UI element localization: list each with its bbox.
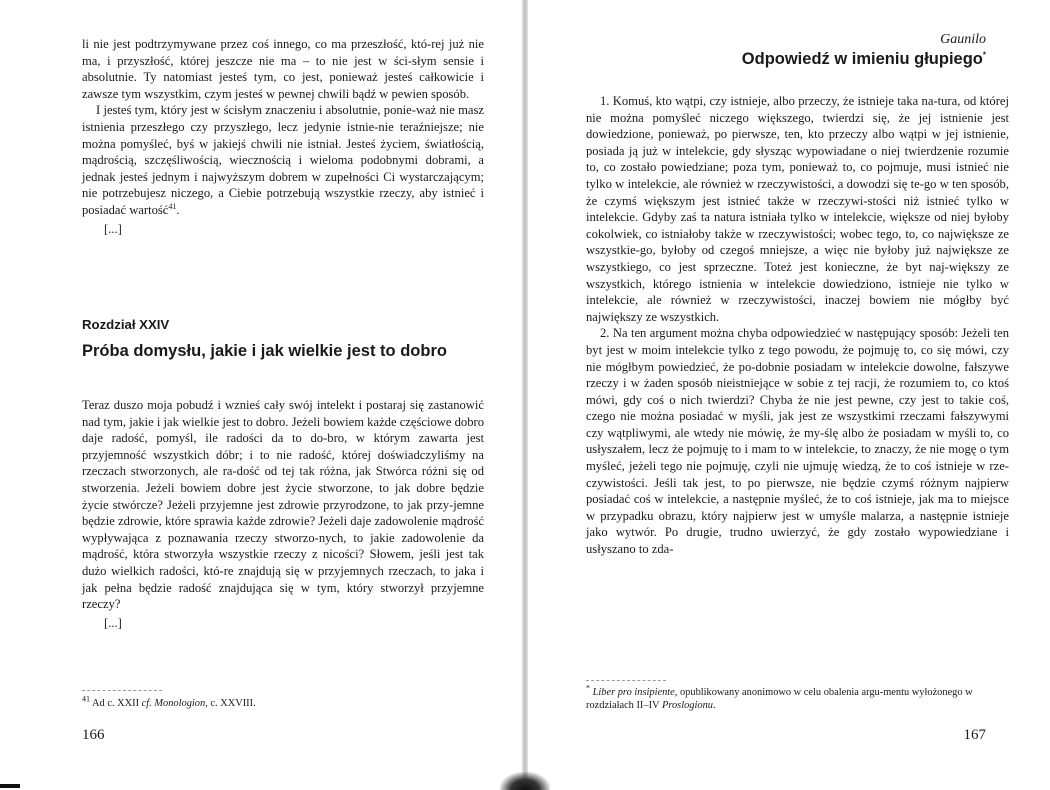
left-page bbox=[0, 0, 522, 790]
page-number-left: 166 bbox=[82, 727, 105, 743]
footnote-ref-41: 41 bbox=[168, 201, 177, 211]
ellipsis-omission: [...] bbox=[104, 221, 122, 236]
footnote-star-end: . bbox=[712, 700, 716, 711]
footnote-41 bbox=[82, 694, 484, 710]
footnote-star-text: , opublikowany anonimowo w celu obalenia argu-mentu wyłożonego w rozdziałach II–IV bbox=[586, 687, 973, 711]
footnote-separator-right bbox=[586, 680, 666, 681]
footnote-ref-title: Monologion bbox=[154, 698, 206, 709]
footnote-marker: 41 bbox=[82, 694, 90, 704]
right-paragraph-2: 2. Na ten argument można chyba odpowiedzieć w następujący sposób: Jeżeli ten byt jest w moim intelekcie tylko z tego powodu, że pojmuję to, co się mówi, czy nie mógłbym powiedzieć, że po-dobnie posiadam w intelekcie dowolne, fałszywe rzeczy i w żaden sposób nieistniejące w sobie z tej racji, że rozumiem to, co ktoś mówi, gdy coś o nich twierdzi? Chyba że nie jest pewne, czy jest to takie coś, czego nie można posiadać w myśli, jak jest ze wszystkimi rzeczami fałszywymi czy wątpliwymi, ale wtedy nie mówię, że my-ślę albo że posiadam w myśli to, co usłyszałem, lecz że pojmuję to i mam to w intelekcie, to znaczy, że nie mogę o tym myśleć, jeżeli tego nie pojmuję, czyli nie ujmuję wiedzą, że to coś istnieje w rze-czywistości. Jeśli tak jest, to po pierwsze, nie będzie czymś różnym najpierw posiadać coś w intelekcie, a następnie myśleć, że to coś istnieje, jak ma to miejsce w przypadku obrazu, który najpierw jest w umyśle malarza, a następnie istnieje jako wytwór. Po drugie, trudno uwierzyć, że gdy zostało wypowiedziane i usłyszano to zda- bbox=[586, 326, 1009, 557]
footnote-star-marker: * bbox=[586, 683, 590, 693]
left-paragraph-2-text: I jesteś tym, który jest w ścisłym znaczeniu i absolutnie, ponie-waż nie masz istnienia przeszłego czy przyszłego, lecz jedynie istnie-nie teraźniejsze; nie można pomyśleć, byś w jakiejś chwili nie istniał. Jesteś życiem, światłością, mądrością, szczęśliwością, wiecznością i wieloma podobnymi dobrami, a jednak jesteś jednym i najwyższym dobrem w zupełności Ci wystarczającym; nie potrzebujesz niczego, a Ciebie potrzebują wszystkie rzeczy, aby istnieć i posiadać wartość bbox=[82, 103, 484, 217]
footnote-cf: cf. bbox=[141, 698, 152, 709]
footnote-text-after: , c. XXVIII. bbox=[205, 698, 256, 709]
footnote-star-title: Liber pro insipiente bbox=[592, 687, 675, 698]
running-head: Gaunilo bbox=[940, 32, 986, 47]
left-top-text bbox=[82, 36, 484, 237]
footnote-text-before: Ad c. XXII bbox=[92, 698, 142, 709]
footnote-separator bbox=[82, 690, 162, 691]
chapter-text bbox=[82, 397, 484, 631]
scan-corner-mark bbox=[0, 784, 20, 788]
section-title-text: Odpowiedź w imieniu głupiego bbox=[741, 50, 983, 68]
right-page bbox=[528, 0, 1050, 790]
chapter-paragraph: Teraz duszo moja pobudź i wznieś cały swój intelekt i postaraj się zastanowić nad tym, jakie i jak wielkie jest to dobro. Jeżeli bowiem każde częściowe dobro daje radość, pomyśl, ile radości da to do-bro, w którym zawarta jest przyjemność wszystkich dóbr; i to nie radość, której doświadczyliśmy na rzeczach stworzonych, ale ra-dość od tej tak różna, jak Stwórca różni się od stworzenia. Jeżeli bowiem dobre jest życie stworzone, to jak dobre będzie życie stwórcze? Jeżeli przyjemne jest zdrowie przyrodzone, to jak przy-jemne będzie zdrowie, które sprawia każde zdrowie? Jeżeli daje zadowolenie mądrość wypływająca z poznawania rzeczy stworzo-nych, to jakie zadowolenie da mądrość, która stworzyła wszystkie rzeczy z nicości? Słowem, jeśli jest tak dużo wielkich radości, któ-re znajdują się w przyjemnych rzeczach, to jaka i jak pełna będzie radość znajdująca się w tym, który stworzył przyjemne rzeczy? bbox=[82, 398, 484, 612]
left-paragraph-1: li nie jest podtrzymywane przez coś innego, co ma przeszłość, któ-rej już nie ma, i przyszłość, której jeszcze nie ma – to nie jest w ści-słym sensie i absolutnie. Ty natomiast jesteś tym, co jest, ponieważ jesteś całkowicie i zawsze tym wszystkim, czym jesteś w pewnej chwili bądź w pewien sposób. bbox=[82, 37, 484, 101]
left-paragraph-2: I jesteś tym, który jest w ścisłym znaczeniu i absolutnie, ponie-waż nie masz istnienia przeszłego czy przyszłego, lecz jedynie istnie-nie teraźniejsze; nie można pomyśleć, byś w jakiejś chwili nie istniał. Jesteś życiem, światłością, mądrością, szczęśliwością, wiecznością i wieloma podobnymi dobrami, a jednak jesteś jednym i najwyższym dobrem w zupełności Ci wystarczającym; nie potrzebujesz niczego, a Ciebie potrzebują wszystkie rzeczy, aby istnieć i posiadać wartość$^{41}$. bbox=[82, 103, 484, 217]
footnote-star-ref: Proslogionu bbox=[661, 700, 713, 711]
page-number-right: 167 bbox=[963, 727, 986, 743]
chapter-label: Rozdział XXIV bbox=[82, 317, 170, 332]
section-title bbox=[742, 50, 986, 69]
ellipsis-omission-2: [...] bbox=[104, 615, 122, 630]
section-title-marker: * bbox=[982, 50, 986, 60]
right-paragraph-1: 1. Komuś, kto wątpi, czy istnieje, albo przeczy, że istnieje taka na-tura, od której nie można pomyśleć niczego większego, twierdzi się, że jej istnienie jest dowiedzione, ponieważ, po pierwsze, ten, kto przeczy albo wątpi w jej istnienie, posiada ją już w intelekcie, gdy słysząc wypowiadane o niej twierdzenie rozumie to, co zostało powiedziane; poza tym, ponieważ to, co pojmuje, musi istnieć nie tylko w intelekcie, ale również w rzeczywistości, a dowodzi się te-go w ten sposób, że czymś większym jest istnieć także w rzeczywi-stości niż istnieć tylko w intelekcie. Gdyby zaś ta natura istniała tylko w intelekcie, większe od niej byłoby cokolwiek, co istniałoby także w rzeczywistości; wobec tego, to, co największe ze wszystkie-go, byłoby od czegoś mniejsze, a więc nie byłoby już największe ze wszystkiego, co jest sprzeczne. Toteż jest konieczne, że byt naj-większy ze wszystkich, którego istnienia w intelekcie dowiedziono, istnieje nie tylko w intelekcie, ale również w rzeczywistości, inaczej bowiem nie mógłby być największy ze wszystkich. bbox=[586, 94, 1009, 324]
footnote-star bbox=[586, 683, 1009, 712]
right-text bbox=[586, 93, 1009, 558]
chapter-title: Próba domysłu, jakie i jak wielkie jest to dobro bbox=[82, 342, 447, 360]
